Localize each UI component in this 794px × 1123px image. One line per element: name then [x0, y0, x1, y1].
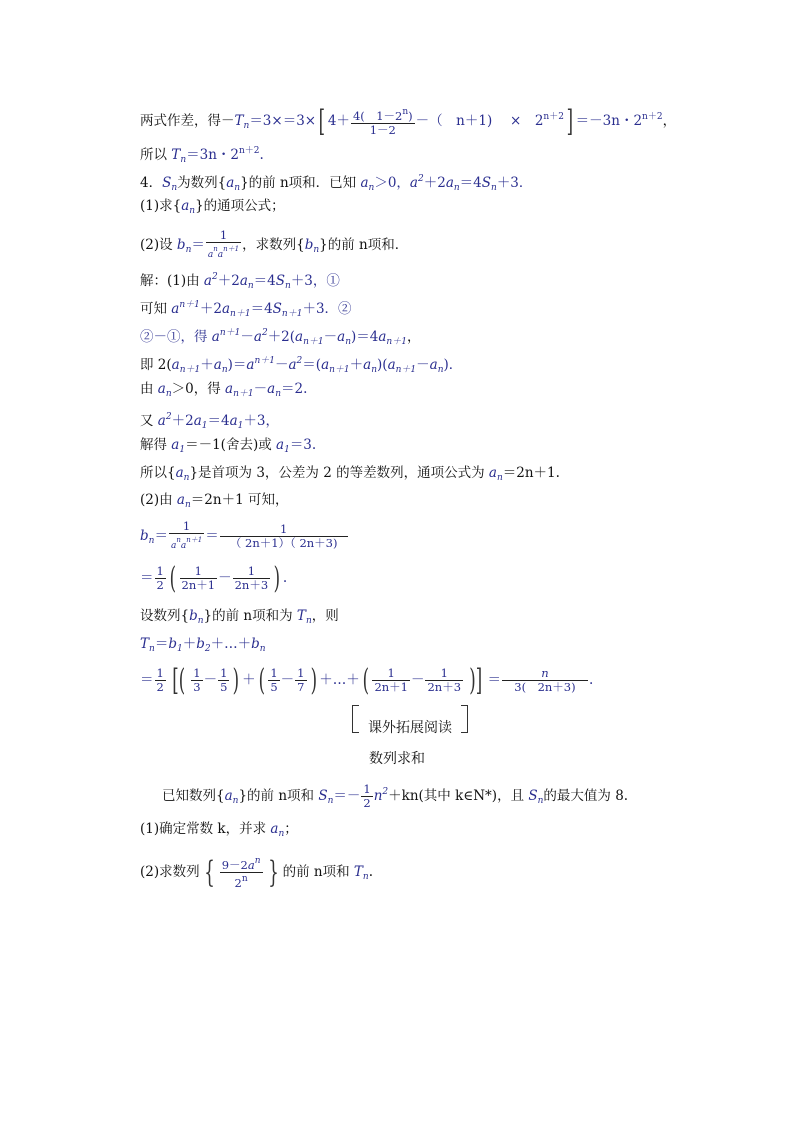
reading-q1: (1)确定常数 k，并求 $a_n$； [140, 821, 298, 839]
problem-4: 4．$S_n$为数列$\{a_n\}$的前 n项和．已知 $a_n>0$，$a^2+2a_n=4S_n+3$． [140, 174, 533, 193]
sol-2: 可知 $a^{n+1}+2a_{n+1}=4S_{n+1}+3$．② [140, 300, 352, 319]
reading-problem: 已知数列$\{a_n\}$的前 n项和 $S_n=-$ $\frac{1}{2}$ $n^2+kn$(其中 k∈N*)，且 $S_n$的最大值为 8. [162, 782, 629, 810]
sol-4: 即 $2(a_{n+1}+a_n)=a^{n+1}-a^2=(a_{n+1}+a_n)(a_{n+1}-a_n)$． [140, 356, 463, 375]
sol-7: 解得 $a_1=-1$(舍去)或 $a_1=3$. [140, 437, 317, 455]
sol-13: $T_n=b_1+b_2+\dots+b_n$ [140, 636, 266, 654]
sol-12: 设数列$\{b_n\}$的前 n项和为 $T_n$，则 [140, 608, 339, 626]
diff-line: 两式作差，得$-T_n=3\times=3\times$[ 4＋ $\frac{4( 1-2^n)}{1-2}$ －（ n＋1) × $2^{n+2}] =-3n$・$2^{n+2}$， [140, 103, 677, 139]
sol-6: 又 $a^2+2a_1=4a_1+3$， [140, 412, 279, 431]
sol-11: ＝ $\frac{1}{2}$ ( $\frac{1}{2n+1}$ － $\frac{1}{2n+3}$ ) . [140, 560, 288, 596]
problem-4-q1: (1)求$\{a_n\}$的通项公式； [140, 198, 285, 216]
sol-10: $b_n=$ $\frac{1}{a^na^{n+1}}$ ＝ $\frac{1}{( 2n+1)( 2n+3)}$ [140, 520, 349, 553]
reading-q2: (2)求数列 { $\frac{9-2a^n}{2^n}$ } 的前 n项和 $T_n$. [140, 854, 373, 890]
sol-3: ②－①，得 $a^{n+1}-a^2+2(a_{n+1}-a_n)=4a_{n+1}$， [140, 328, 421, 347]
sol-14: ＝ $\frac{1}{2}$ [( $\frac{1}{3}$ － $\frac{1}{5}$ ) ＋( $\frac{1}{5}$ － $\frac{1}{7}$ ) ＋…＋( $\frac{1}{2n+1}$ － $\frac{1}{2n+3}$ )] ＝ $\frac{n}{3( 2n+3)}$ . [140, 662, 594, 698]
sol-5: 由 $a_n>0$，得 $a_{n+1}-a_n=2$. [140, 381, 308, 399]
result-line: 所以 $T_n=3n$・$2^{n+2}$. [140, 146, 264, 165]
section-caption: 数列求和 [369, 751, 425, 767]
problem-4-q2: (2)设 $b_n=$ $\frac{1}{a^na^{n+1}}$ ，求数列$\{b_n\}$的前 n项和． [140, 228, 409, 260]
sol-8: 所以$\{a_n\}$是首项为 3，公差为 2 的等差数列，通项公式为 $a_n=2n+1$. [140, 465, 560, 483]
sol-9: (2)由 $a_n=2n+1$ 可知， [140, 492, 289, 510]
section-title: 课外拓展阅读 [368, 720, 452, 736]
sol-1: 解：(1)由 $a^2+2a_n=4S_n+3$，① [140, 272, 340, 291]
section-header [352, 705, 468, 736]
